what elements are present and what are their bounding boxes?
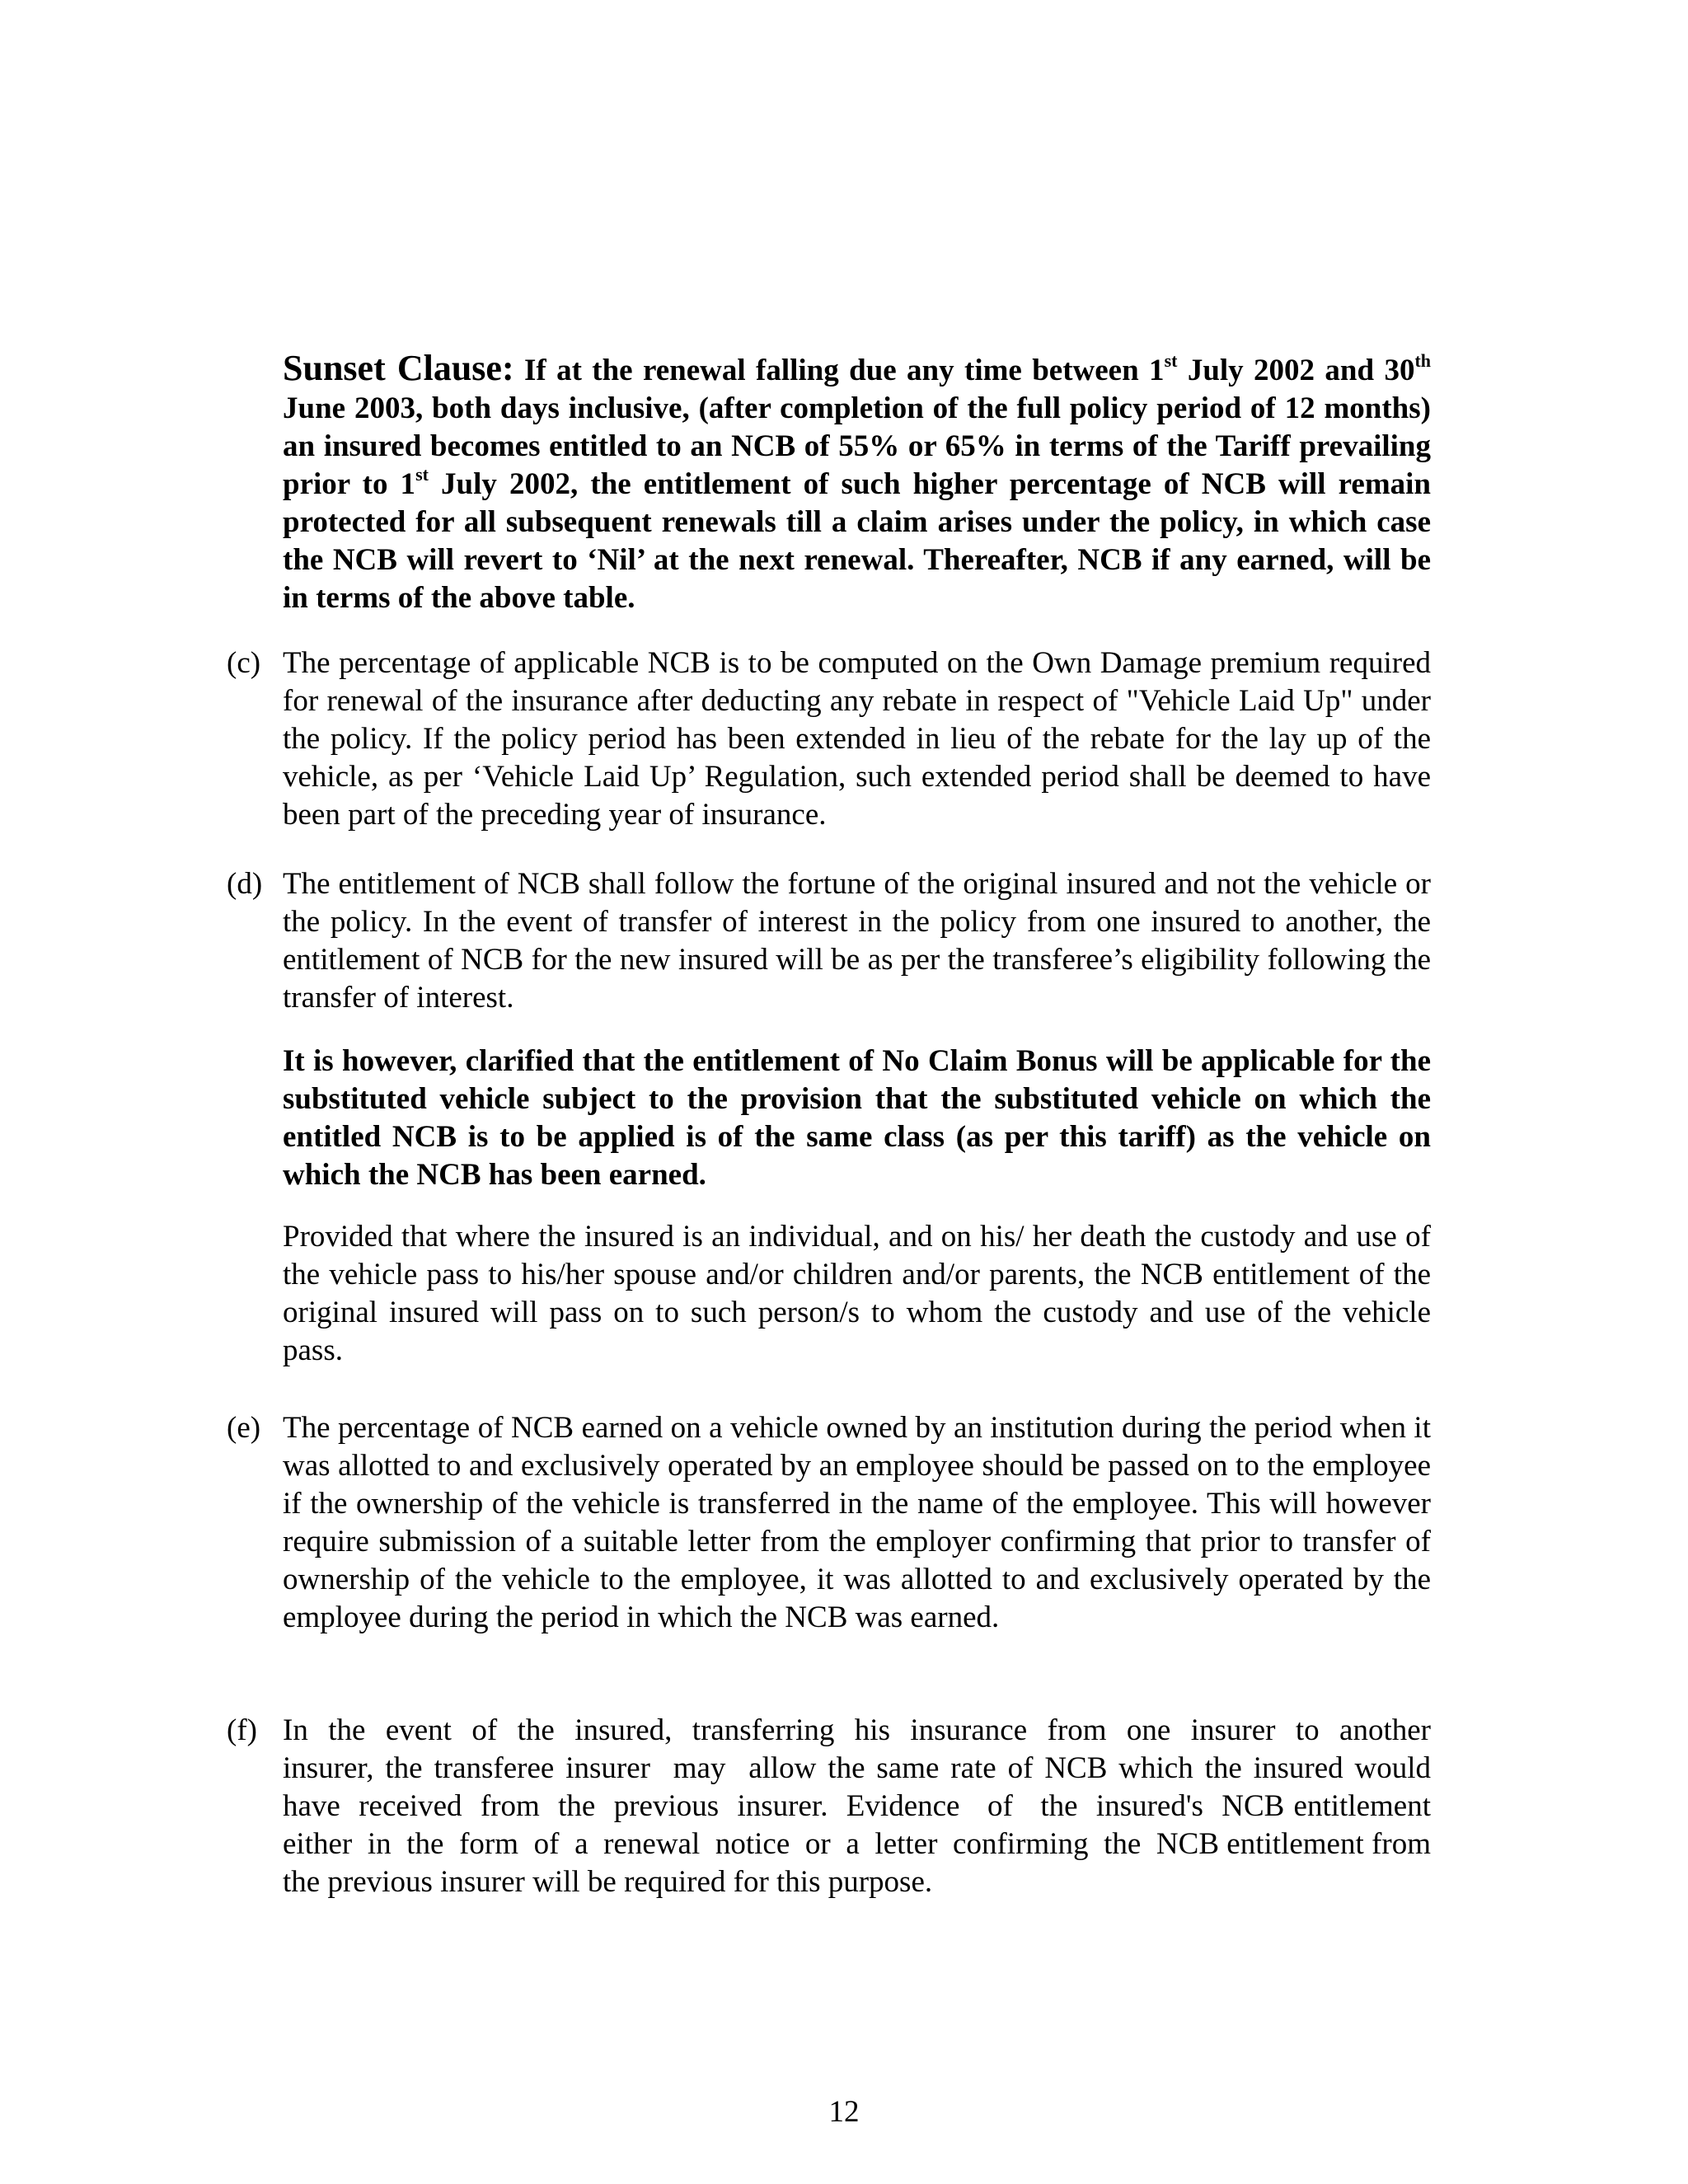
clause-f-label: (f) <box>227 1713 257 1747</box>
sunset-clause-heading: Sunset Clause: <box>283 348 514 388</box>
clause-e-text: The percentage of NCB earned on a vehicle owned by an institution during the period when it was allotted to and exclusively operated by an employee should be passed on to the employee if the ownership of the vehicle is transferred in the name of the employee. This will however require submission of a suitable letter from the employer confirming that prior to transfer of ownership of the vehicle to the employee, it was allotted to and exclusively operated by the employee during the period in which the NCB was earned. <box>283 1411 1431 1634</box>
sunset-clause-text-2: July 2002 and 30 <box>1177 354 1415 387</box>
superscript-st: st <box>415 464 429 485</box>
superscript-th: th <box>1414 350 1432 371</box>
clause-c <box>227 644 1431 834</box>
clause-d-label: (d) <box>227 867 263 901</box>
clause-d-clarification: It is however, clarified that the entitlement of No Claim Bonus will be applicable for the substituted vehicle subject to the provision that the substituted vehicle on which the entitled NCB is to be applied is of the same class (as per this tariff) as the vehicle on which the NCB has been earned. <box>283 1044 1431 1192</box>
superscript-st: st <box>1164 350 1178 371</box>
sunset-clause-text-4: July 2002, the entitlement of such higher percentage of NCB will remain protected for all subsequent renewals till a claim arises under the policy, in which case the NCB will revert to ‘Nil’ at the next renewal. Thereafter, NCB if any earned, will be in terms of the above table. <box>283 467 1431 615</box>
clause-d-text: The entitlement of NCB shall follow the fortune of the original insured and not the vehicle or the policy. In the event of transfer of interest in the policy from one insured to another, the entitlement of NCB for the new insured will be as per the transferee’s eligibility following the transfer of interest. <box>283 867 1431 1015</box>
sunset-clause-paragraph <box>283 349 1431 617</box>
clause-d <box>227 865 1431 1017</box>
clause-f <box>227 1712 1447 1901</box>
clause-d-proviso: Provided that where the insured is an individual, and on his/ her death the custody and use of the vehicle pass to his/her spouse and/or children and/or parents, the NCB entitlement of the original insured will pass on to such person/s to whom the custody and use of the vehicle pass. <box>283 1220 1431 1367</box>
clause-e <box>227 1409 1431 1637</box>
clause-e-label: (e) <box>227 1411 261 1445</box>
sunset-clause-text-3: June 2003, both days inclusive, (after completion of the full policy period of 12 months) an insured becomes entitled to an NCB of 55% or 65% in terms of the Tariff prevailing prior to 1 <box>283 391 1431 501</box>
clause-c-text: The percentage of applicable NCB is to be computed on the Own Damage premium required for renewal of the insurance after deducting any rebate in respect of "Vehicle Laid Up" under the policy. If the policy period has been extended in lieu of the rebate for the lay up of the vehicle, as per ‘Vehicle Laid Up’ Regulation, such extended period shall be deemed to have been part of the preceding year of insurance. <box>283 646 1431 832</box>
sunset-clause-text-1: If at the renewal falling due any time between 1 <box>513 354 1165 387</box>
clause-f-text: In the event of the insured, transferring his insurance from one insurer to another insurer, the transferee insurer may allow the same rate of NCB which the insured would have received from the previous insurer. Evidence of the insured's NCB entitlement either in the form of a renewal notice or a letter confirming the NCB entitlement from the previous insurer will be required for this purpose. <box>283 1713 1447 1899</box>
clause-c-label: (c) <box>227 646 261 680</box>
page-number: 12 <box>828 2095 860 2129</box>
